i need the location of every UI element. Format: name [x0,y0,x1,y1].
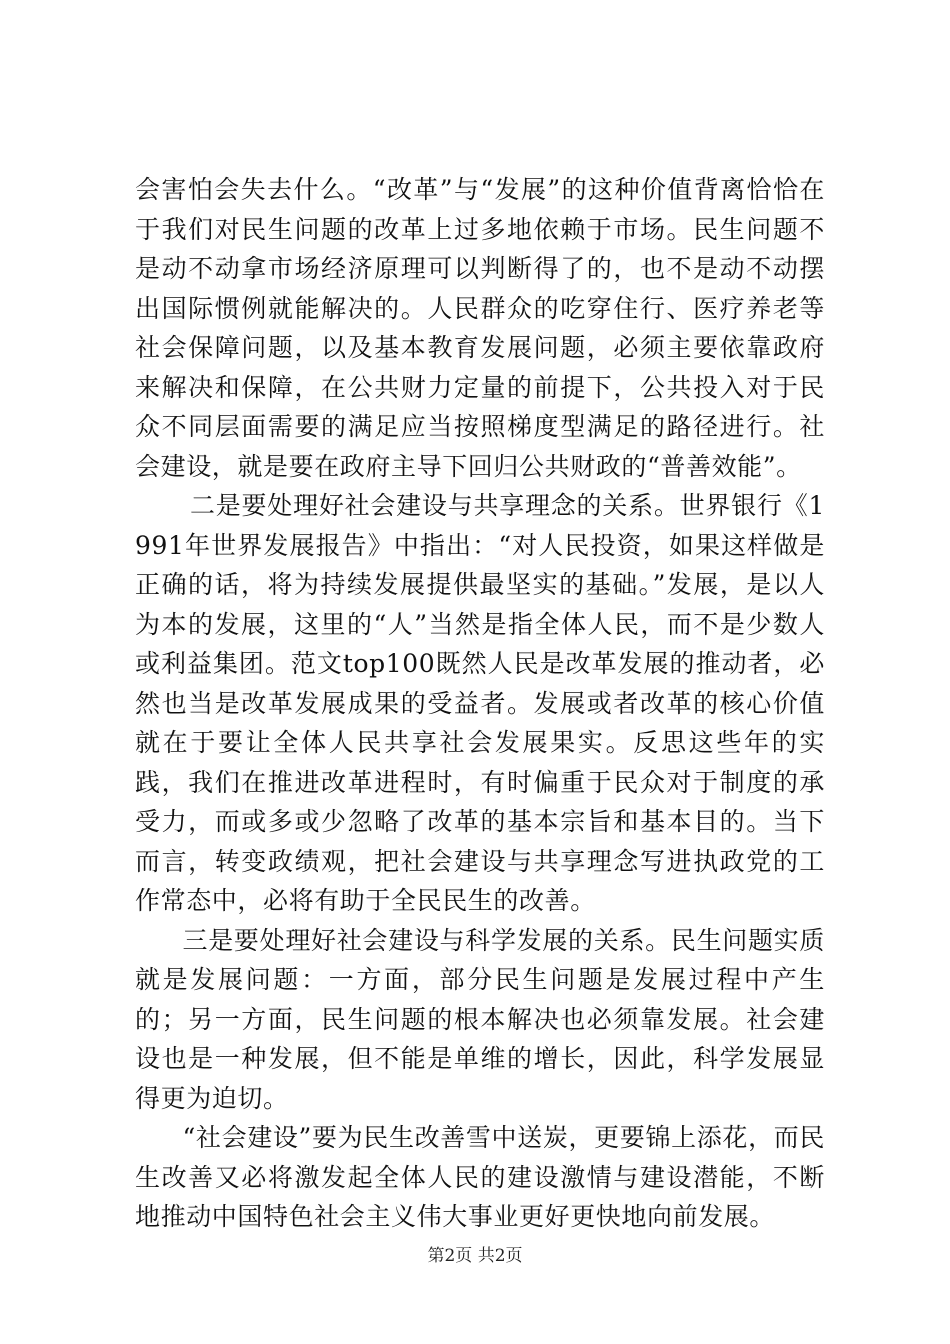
paragraph-conclusion: “社会建设”要为民生改善雪中送炭，更要锦上添花，而民生改善又必将激发起全体人民的建设激情与建设潜能，不断地推动中国特色社会主义伟大事业更好更快地向前发展。 [135,1123,825,1231]
page-footer: 第2页 共2页 [427,1246,523,1266]
paragraph-continuation: 会害怕会失去什么。“改革”与“发展”的这种价值背离恰恰在于我们对民生问题的改革上过多地依赖于市场。民生问题不是动不动拿市场经济原理可以判断得了的，也不是动不动摆出国际惯例就能解决的。人民群众的吃穿住行、医疗养老等社会保障问题，以及基本教育发展问题，必须主要依靠政府来解决和保障，在公共财力定量的前提下，公共投入对于民众不同层面需要的满足应当按照梯度型满足的路径进行。社会建设，就是要在政府主导下回归公共财政的“普善效能”。 [135,175,825,481]
body-text [135,170,825,1237]
paragraph-scientific-development: 三是要处理好社会建设与科学发展的关系。民生问题实质就是发展问题：一方面，部分民生问题是发展过程中产生的；另一方面，民生问题的根本解决也必须靠发展。社会建设也是一种发展，但不能是单维的增长，因此，科学发展显得更为迫切。 [135,925,825,1113]
paragraph-shared-development: 二是要处理好社会建设与共享理念的关系。世界银行《1991年世界发展报告》中指出：“对人民投资，如果这样做是正确的话，将为持续发展提供最坚实的基础。”发展，是以人为本的发展，这里的“人”当然是指全体人民，而不是少数人或利益集团。范文top100既然人民是改革发展的推动者，必然也当是改革发展成果的受益者。发展或者改革的核心价值就在于要让全体人民共享社会发展果实。反思这些年的实践，我们在推进改革进程时，有时偏重于民众对于制度的承受力，而或多或少忽略了改革的基本宗旨和基本目的。当下而言，转变政绩观，把社会建设与共享理念写进执政党的工作常态中，必将有助于全民民生的改善。 [135,491,825,915]
